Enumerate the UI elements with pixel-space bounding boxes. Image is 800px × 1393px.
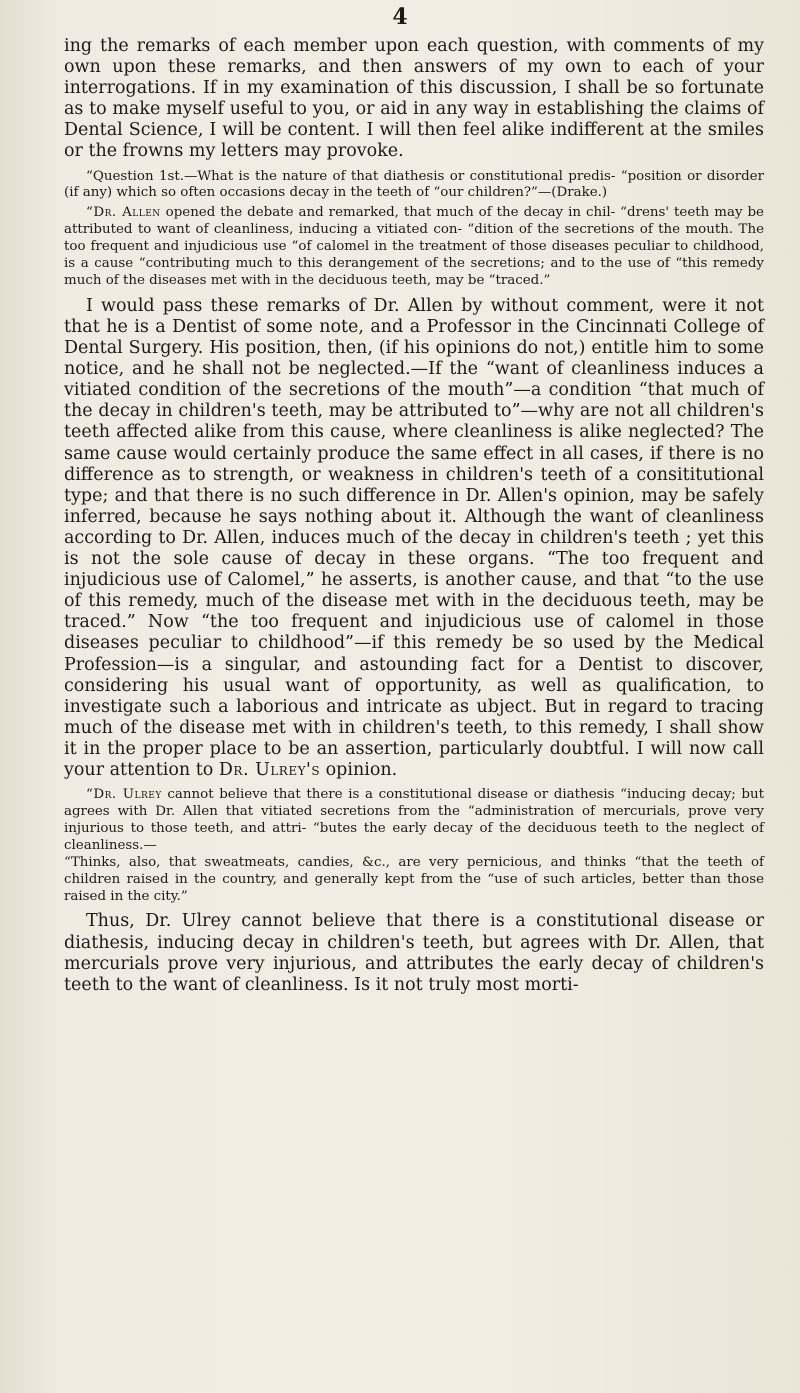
speaker-dr-allen: “Dr. Allen	[86, 205, 161, 221]
quote-dr-ulrey-text: cannot believe that there is a constitutional disease or diathesis “inducing decay; but agrees with Dr. Allen that vitiated secretions from the “administration of mercurials, prove very injurious to those teeth, and attri- “butes the early decay of the deciduous teeth to the neglect of cleanliness.—	[64, 787, 764, 853]
speaker-dr-ulrey: “Dr. Ulrey	[86, 787, 162, 803]
name-dr-ulrey: Dr. Ulrey's	[218, 759, 321, 780]
quote-dr-allen	[64, 205, 764, 290]
quote-dr-ulrey	[64, 787, 764, 855]
paragraph-opening: ing the remarks of each member upon each question, with comments of my own upon these remarks, and then answers of my own to each of your interrogations. If in my examination of this discussion, I shall be so fortunate as to make myself useful to you, or aid in any way in establishing the claims of Dental Science, I will be content. I will then feel alike indifferent at the smiles or the frowns my letters may provoke.	[64, 36, 764, 162]
paragraph-comment-ulrey: Thus, Dr. Ulrey cannot believe that there is a constitutional disease or diathesis, inducing decay in children's teeth, but agrees with Dr. Allen, that mercurials prove very injurious, and attributes the early decay of children's teeth to the want of cleanliness. Is it not truly most morti-	[64, 911, 764, 995]
paragraph-comment-allen	[64, 296, 764, 781]
quote-dr-allen-text: opened the debate and remarked, that much of the decay in chil- “drens' teeth may be attributed to want of cleanliness, inducing a vitiated con- “dition of the secretions of the mouth. The too frequent and injudicious use “of calomel in the treatment of those diseases peculiar to childhood, is a cause “contributing much to this derangement of the secretions; and to the use of “this remedy much of the diseases met with in the deciduous teeth, may be “traced.”	[64, 205, 764, 288]
page-text	[64, 36, 764, 996]
quote-dr-ulrey-continued: “Thinks, also, that sweatmeats, candies, &c., are very pernicious, and thinks “that the teeth of children raised in the country, and generally kept from the “use of such articles, better than those raised in the city.”	[64, 854, 764, 904]
paragraph-comment-allen-text: I would pass these remarks of Dr. Allen by without comment, were it not that he is a Dentist of some note, and a Professor in the Cincinnati College of Dental Surgery. His position, then, (if his opinions do not,) entitle him to some notice, and he shall not be neglected.—If the “want of cleanliness induces a vitiated condition of the secretions of the mouth”—a condition “that much of the decay in children's teeth, may be attributed to”—why are not all children's teeth affected alike from this cause, where cleanliness is alike neglected? The same cause would certainly produce the same effect in all cases, if there is no difference as to strength, or weakness in children's teeth of a consititutional type; and that there is no such difference in Dr. Allen's opinion, may be safely inferred, because he says nothing about it. Although the want of cleanliness according to Dr. Allen, induces much of the decay in children's teeth ; yet this is not the sole cause of decay in these organs. “The too frequent and injudicious use of Calomel,” he asserts, is another cause, and that “to the use of this remedy, much of the disease met with in the deciduous teeth, may be traced.” Now “the too frequent and injudicious use of calomel in those diseases peculiar to childhood”—if this remedy be so used by the Medical Profession—is a singular, and astounding fact for a Dentist to discover, considering his usual want of opportunity, as well as qualification, to investigate such a laborious and intricate as ubject. But in regard to tracing much of the disease met with in children's teeth, to this remedy, I shall show it in the proper place to be an assertion, particularly doubtful. I will now call your attention to	[64, 295, 764, 780]
page-number: 4	[392, 4, 408, 30]
quote-question-1st: “Question 1st.—What is the nature of that diathesis or constitutional predis- “position or disorder (if any) which so often occasions decay in the teeth of “our children?”—(Drake.)	[64, 168, 764, 201]
paragraph-comment-allen-end: opinion.	[320, 759, 398, 780]
